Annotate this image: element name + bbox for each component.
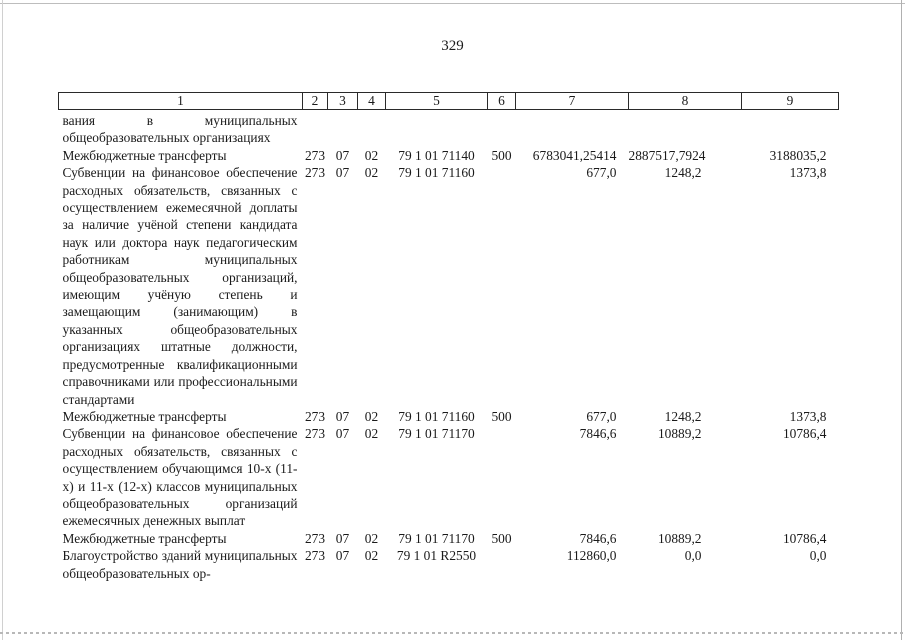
header-row (59, 93, 839, 110)
budget-table (58, 92, 839, 582)
cell-expense-type (488, 164, 516, 408)
row-name: Межбюджетные трансферты (62, 408, 227, 424)
cell-amount-8: 0,0 (684, 548, 702, 564)
table-row (59, 164, 839, 408)
cell-section: 07 (335, 147, 350, 163)
cell-ministry: 273 (304, 530, 326, 546)
cell-target-article: 79 1 01 R2550 (396, 548, 477, 564)
column-header-1: 1 (59, 93, 303, 110)
column-header-8: 8 (629, 93, 742, 110)
row-name: Межбюджетные трансферты (62, 147, 227, 163)
cell-amount-8: 1248,2 (664, 408, 702, 424)
page-number: 329 (441, 38, 464, 54)
cell-section: 07 (335, 548, 350, 564)
cell-target-article: 79 1 01 71160 (398, 165, 475, 181)
row-name: Субвенции на финансовое обеспечение расходных обязательств, связанных с осуществлением обучающимся 10-х (11-х) и 11-х (12-х) классов муниципальных общеобразовательных организаций ежемесячных денежных выплат (62, 426, 298, 529)
page-edge-top (0, 3, 905, 4)
cell-ministry: 273 (304, 426, 326, 442)
cell-subsection (358, 110, 386, 147)
cell-amount-7: 677,0 (586, 165, 617, 181)
cell-amount-7: 677,0 (586, 408, 617, 424)
cell-section: 07 (335, 530, 350, 546)
cell-amount-8: 10889,2 (657, 426, 702, 442)
column-header-4: 4 (358, 93, 386, 110)
cell-amount-9: 10786,4 (782, 426, 827, 442)
cell-amount-9: 10786,4 (782, 530, 827, 546)
row-name: Благоустройство зданий муниципальных общеобразовательных ор- (62, 548, 298, 581)
cell-target-article: 79 1 01 71160 (398, 408, 475, 424)
cell-amount-9: 1373,8 (789, 408, 827, 424)
cell-expense-type (488, 110, 516, 147)
cell-ministry (303, 110, 328, 147)
cell-section: 07 (335, 165, 350, 181)
cell-subsection: 02 (364, 530, 379, 546)
cell-expense-type: 500 (491, 408, 512, 424)
column-header-7: 7 (516, 93, 629, 110)
cell-ministry: 273 (304, 408, 326, 424)
cell-ministry: 273 (304, 147, 326, 163)
page-edge-bottom (0, 632, 905, 634)
cell-amount-8: 2887517,7924 (628, 147, 706, 163)
cell-subsection: 02 (364, 165, 379, 181)
table-header (59, 93, 839, 110)
row-name: Субвенции на финансовое обеспечение расходных обязательств, связанных с осуществлением ежемесячной доплаты за наличие учёной степени кандидата наук или доктора наук педагогическим работникам муниципальных общеобразовательных организаций, имеющим учёную степень и замещающим (занимающим) в указанных общеобразовательных организациях штатные должности, предусмотренные квалификационными справочниками или профессиональными стандартами (62, 165, 298, 407)
column-header-5: 5 (386, 93, 488, 110)
cell-section: 07 (335, 426, 350, 442)
column-header-9: 9 (742, 93, 839, 110)
row-name: Межбюджетные трансферты (62, 530, 227, 546)
cell-subsection: 02 (364, 147, 379, 163)
table-row (59, 547, 839, 582)
cell-target-article: 79 1 01 71140 (398, 147, 475, 163)
row-name: вания в муниципальных общеобразовательных организациях (62, 113, 298, 146)
cell-ministry: 273 (304, 548, 326, 564)
cell-ministry: 273 (304, 165, 326, 181)
cell-amount-9: 0,0 (809, 548, 827, 564)
cell-amount-7: 7846,6 (579, 426, 617, 442)
cell-amount-9: 1373,8 (789, 165, 827, 181)
cell-section (328, 110, 358, 147)
cell-expense-type (488, 547, 516, 582)
table-row (59, 530, 839, 547)
table-row (59, 408, 839, 425)
cell-subsection: 02 (364, 548, 379, 564)
cell-section: 07 (335, 408, 350, 424)
cell-subsection: 02 (364, 408, 379, 424)
cell-amount-7: 112860,0 (566, 548, 617, 564)
cell-target-article (386, 110, 488, 147)
cell-expense-type: 500 (491, 147, 512, 163)
cell-amount-7 (516, 110, 629, 147)
table-body (59, 110, 839, 582)
cell-amount-7: 7846,6 (579, 530, 617, 546)
cell-amount-8: 10889,2 (657, 530, 702, 546)
cell-target-article: 79 1 01 71170 (398, 530, 475, 546)
page-edge-left (2, 0, 3, 640)
cell-amount-9 (742, 110, 839, 147)
column-header-2: 2 (303, 93, 328, 110)
cell-amount-9: 3188035,2 (769, 147, 827, 163)
table-row (59, 110, 839, 147)
page-edge-right (901, 0, 902, 640)
column-header-3: 3 (328, 93, 358, 110)
cell-amount-8 (629, 110, 742, 147)
cell-target-article: 79 1 01 71170 (398, 426, 475, 442)
cell-amount-7: 6783041,25414 (532, 147, 617, 163)
table-row (59, 147, 839, 164)
cell-amount-8: 1248,2 (664, 165, 702, 181)
cell-expense-type (488, 425, 516, 529)
column-header-6: 6 (488, 93, 516, 110)
table-row (59, 425, 839, 529)
cell-subsection: 02 (364, 426, 379, 442)
cell-expense-type: 500 (491, 530, 512, 546)
